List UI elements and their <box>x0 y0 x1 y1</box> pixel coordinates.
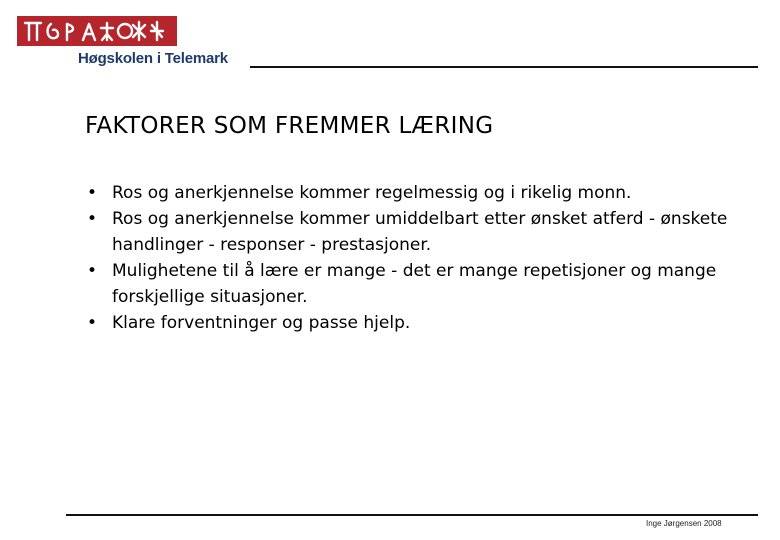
footer-author: Inge Jørgensen 2008 <box>646 519 722 528</box>
rock-carving-glyphs-logo-icon <box>17 16 177 46</box>
institution-name: Høgskolen i Telemark <box>78 50 228 67</box>
institution-logo <box>17 16 177 46</box>
header-rule <box>250 66 758 68</box>
slide-title: FAKTORER SOM FREMMER LÆRING <box>85 113 494 139</box>
bullet-item <box>85 310 735 336</box>
bullet-list <box>85 180 735 336</box>
bullet-icon: • <box>87 183 98 203</box>
bullet-text: Klare forventninger og passe hjelp. <box>112 313 411 333</box>
bullet-item <box>85 180 735 206</box>
bullet-item <box>85 258 735 310</box>
bullet-text: Mulighetene til å lære er mange - det er mange repetisjoner og mange forskjellige situasjoner. <box>112 261 717 307</box>
bullet-item <box>85 206 735 258</box>
bullet-text: Ros og anerkjennelse kommer umiddelbart etter ønsket atferd - ønskete handlinger - responser - prestasjoner. <box>112 209 728 255</box>
footer-rule <box>66 514 758 516</box>
bullet-icon: • <box>87 209 98 229</box>
bullet-text: Ros og anerkjennelse kommer regelmessig og i rikelig monn. <box>112 183 632 203</box>
bullet-icon: • <box>87 313 98 333</box>
bullet-icon: • <box>87 261 98 281</box>
